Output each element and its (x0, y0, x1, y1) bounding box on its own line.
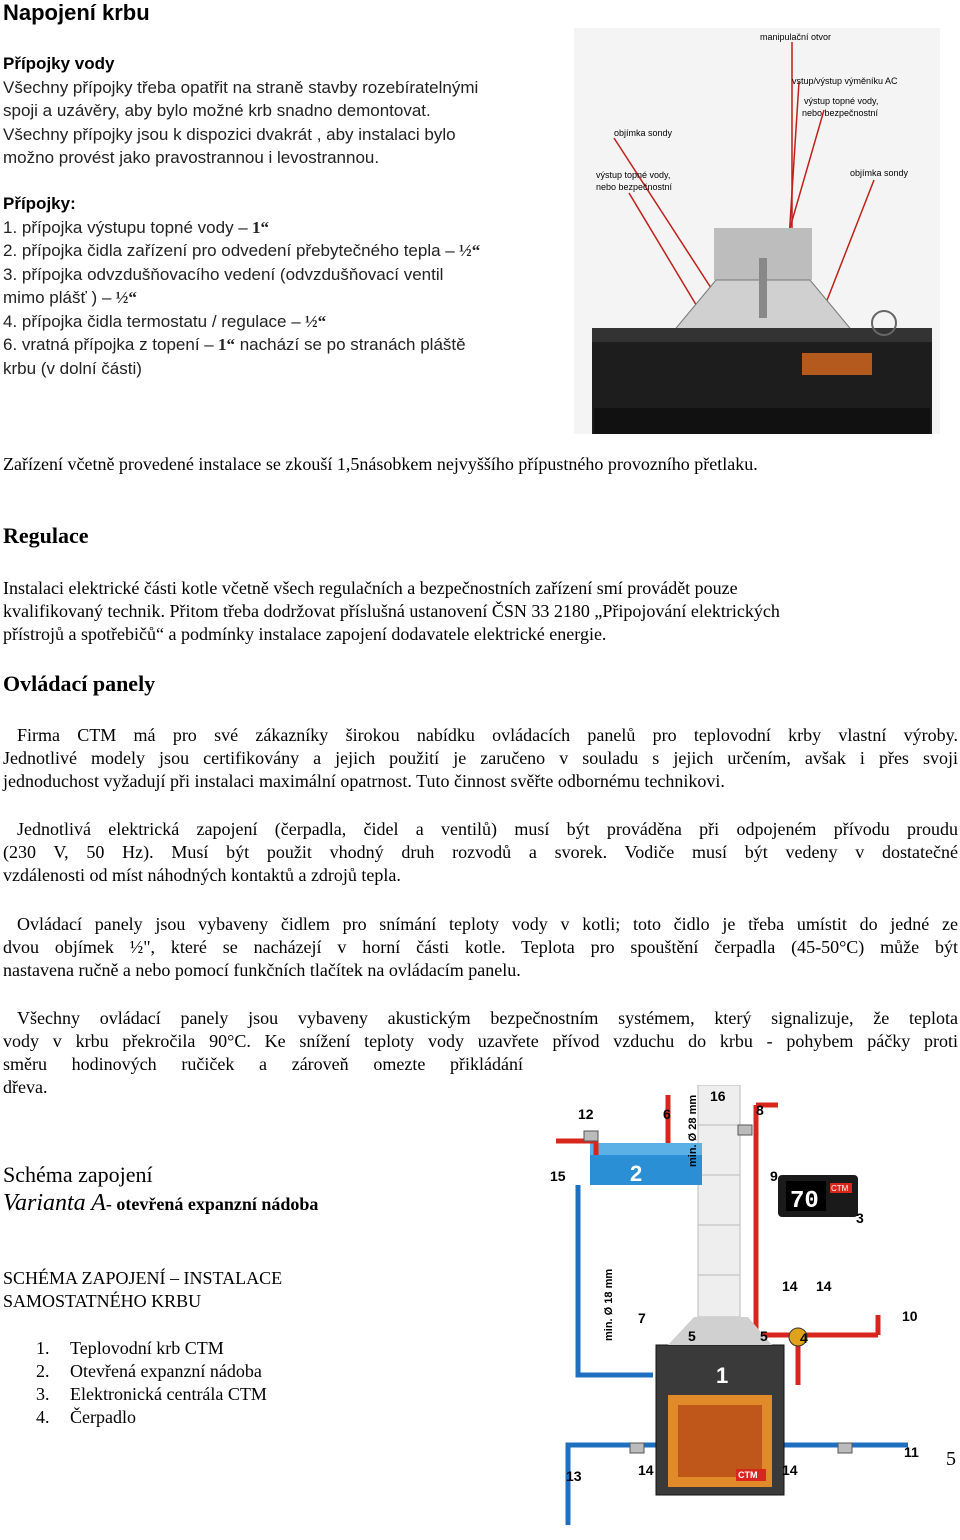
legend-item (36, 1383, 267, 1406)
diagram-num: 11 (904, 1444, 919, 1460)
schema-legend (36, 1337, 267, 1429)
diagram-num: 16 (710, 1088, 726, 1104)
diagram-num: 2 (630, 1161, 643, 1186)
photo-label: výstup topné vody, (804, 96, 879, 106)
pripojka-size: ½“ (454, 241, 481, 260)
ovladaci-p2 (3, 818, 958, 887)
photo-label: manipulační otvor (760, 32, 832, 42)
pripojka-text: mimo plášť ) – (3, 288, 112, 307)
regulace-heading: Regulace (3, 523, 89, 548)
page-number: 5 (946, 1448, 956, 1470)
legend-text: Čerpadlo (70, 1407, 136, 1427)
pripojky-vody-line: možno provést jako pravostrannou i levostrannou. (3, 148, 380, 167)
ovladaci-line: (230 V, 50 Hz). Musí být použit vhodný druh rozvodů a svorek. Vodiče musí být vedeny v dostatečné (3, 842, 958, 862)
pripojka-text: 2. přípojka čidla zařízení pro odvedení přebytečného tepla – (3, 241, 455, 260)
ovladaci-line: Ovládací panely jsou vybaveny čidlem pro snímání teploty vody v kotli; toto čidlo je třeba umístit do jedné ze (17, 914, 958, 934)
schema-heading: Schéma zapojení (3, 1162, 153, 1187)
ovladaci-line: Jednotlivé modely jsou certifikovány a jejich použití je zaručeno v souladu s jejich určením, avšak i přes svoji (3, 748, 958, 768)
regulace-line: kvalifikovaný technik. Přitom třeba dodržovat příslušná ustanovení ČSN 33 2180 „Připojování elektrických (3, 601, 780, 621)
photo-label: vstup/výstup výměníku AC (792, 76, 898, 86)
ovladaci-line: jednoduchost vyžadují při instalaci maximální opatrnost. Tuto činnost svěřte odbornému technikovi. (3, 771, 725, 791)
photo-label: objímka sondy (850, 168, 909, 178)
photo-label: nebo bezpečnostní (802, 108, 879, 118)
pripojka-item (3, 357, 573, 381)
diagram-num: 8 (756, 1102, 764, 1118)
diagram-num: 14 (782, 1278, 798, 1294)
pripojka-item (3, 263, 573, 287)
pripojka-item (3, 333, 573, 357)
regulace-line: přístrojů a spotřebičů“ a podmínky instalace zapojení dodavatele elektrické energie. (3, 624, 607, 644)
ovladaci-line: Firma CTM má pro své zákazníky širokou nabídku ovládacích panelů pro teplovodní krby vlastní výroby. (17, 725, 958, 745)
variant-italic: Varianta A (3, 1190, 106, 1216)
ovladaci-line: vody v krbu překročila 90°C. Ke snížení teploty vody uzavřete přívod vzduchu do krbu - pohybem páčky proti (3, 1031, 958, 1051)
pripojky-heading: Přípojky: (3, 194, 76, 213)
pripojky-vody-line: Všechny přípojky třeba opatřit na straně stavby rozebíratelnými (3, 77, 479, 97)
min28-label: min. Ø 28 mm (687, 1094, 699, 1167)
ovladaci-line: směru hodinových ručiček a zároveň omezte přikládání (3, 1054, 523, 1074)
ovladaci-line: dvou objímek ½", které se nacházejí v horní části kotle. Teplota pro spouštění čerpadla (45-50°C) může být (3, 937, 958, 957)
legend-item (36, 1360, 267, 1383)
photo-label: nebo bezpečnostní (596, 182, 673, 192)
pripojky-list-section (3, 192, 573, 380)
diagram-num: 3 (856, 1210, 864, 1226)
legend-text: Teplovodní krb CTM (70, 1338, 224, 1358)
legend-num: 3. (36, 1384, 50, 1404)
pripojka-item (3, 216, 573, 240)
ovladaci-line: Jednotlivá elektrická zapojení (čerpadla, čidel a ventilů) musí být prováděna při odpojeném přívodu proudu (17, 819, 958, 839)
diagram-num: 9 (770, 1168, 778, 1184)
pripojka-text: 6. vratná přípojka z topení – (3, 335, 214, 354)
regulace-text (3, 577, 958, 646)
legend-num: 1. (36, 1338, 50, 1358)
ovladaci-line: Všechny ovládací panely jsou vybaveny akustickým bezpečnostním systémem, který signalizuje, že teplota (17, 1008, 958, 1028)
diagram-num: 4 (800, 1330, 808, 1346)
pripojka-item (3, 310, 573, 334)
diagram-num: 10 (902, 1308, 918, 1324)
diagram-num: 12 (578, 1106, 594, 1122)
pripojka-text: 1. přípojka výstupu topné vody – (3, 217, 248, 237)
diagram-num: 13 (566, 1468, 582, 1484)
pripojka-size: ½“ (111, 288, 137, 307)
diagram-num: 6 (663, 1106, 671, 1122)
ovladaci-line: vzdálenosti od míst náhodných kontaktů a zdrojů tepla. (3, 865, 401, 885)
pripojky-vody-line: spoji a uzávěry, aby bylo možné krb snadno demontovat. (3, 101, 431, 120)
pripojka-size: ½“ (300, 311, 327, 331)
photo-label: výstup topné vody, (596, 170, 671, 180)
legend-item (36, 1406, 267, 1429)
schema-variant (3, 1190, 318, 1217)
schema-caption-line: SCHÉMA ZAPOJENÍ – INSTALACE (3, 1268, 283, 1288)
ovladaci-p3 (3, 913, 958, 982)
ovladaci-line: dřeva. (3, 1077, 48, 1097)
ovladaci-heading: Ovládací panely (3, 671, 156, 696)
display-readout: 70 (790, 1188, 819, 1215)
diagram-num: 14 (816, 1278, 832, 1294)
ctm-small-label: CTM (831, 1184, 849, 1193)
min18-label: min. Ø 18 mm (603, 1268, 615, 1341)
pripojka-text: 4. přípojka čidla termostatu / regulace – (3, 311, 301, 331)
pripojky-vody-heading: Přípojky vody (3, 54, 115, 73)
pripojka-item (3, 239, 573, 263)
pripojka-size: 1“ (213, 335, 235, 354)
pripojky-vody-section (3, 52, 573, 170)
pripojka-text-after: nachází se po stranách pláště (235, 335, 466, 354)
diagram-num: 5 (760, 1328, 768, 1344)
diagram-num: 14 (638, 1462, 654, 1478)
ctm-big-label: CTM (738, 1470, 758, 1480)
pripojka-size: 1“ (247, 217, 270, 237)
installation-schema-diagram (538, 1085, 938, 1537)
photo-label: objímka sondy (614, 128, 673, 138)
legend-num: 2. (36, 1361, 50, 1381)
legend-num: 4. (36, 1407, 50, 1427)
pripojka-text: 3. přípojka odvzdušňovacího vedení (odvzdušňovací ventil (3, 264, 444, 284)
diagram-num: 5 (688, 1328, 696, 1344)
legend-item (36, 1337, 267, 1360)
legend-text: Elektronická centrála CTM (70, 1384, 267, 1404)
diagram-num: 15 (550, 1168, 566, 1184)
ovladaci-p1 (3, 724, 958, 793)
page-title: Napojení krbu (3, 0, 150, 25)
pripojka-text: krbu (v dolní části) (3, 358, 142, 378)
fireplace-photo (574, 28, 940, 434)
legend-text: Otevřená expanzní nádoba (70, 1361, 262, 1381)
zkouska-text: Zařízení včetně provedené instalace se zkouší 1,5násobkem nejvyššího přípustného provozního přetlaku. (3, 454, 758, 474)
diagram-num: 1 (716, 1363, 729, 1388)
regulace-line: Instalaci elektrické části kotle včetně všech regulačních a bezpečnostních zařízení smí provádět pouze (3, 578, 738, 598)
variant-rest: - otevřená expanzní nádoba (105, 1194, 319, 1214)
schema-caption (3, 1267, 282, 1313)
diagram-num: 7 (638, 1310, 646, 1326)
pripojka-item (3, 286, 573, 310)
pripojky-vody-line: Všechny přípojky jsou k dispozici dvakrát , aby instalaci bylo (3, 124, 456, 144)
ovladaci-line: nastavena ručně a nebo pomocí funkčních tlačítek na ovládacím panelu. (3, 960, 521, 980)
diagram-num: 14 (782, 1462, 798, 1478)
schema-caption-line: SAMOSTATNÉHO KRBU (3, 1291, 202, 1311)
